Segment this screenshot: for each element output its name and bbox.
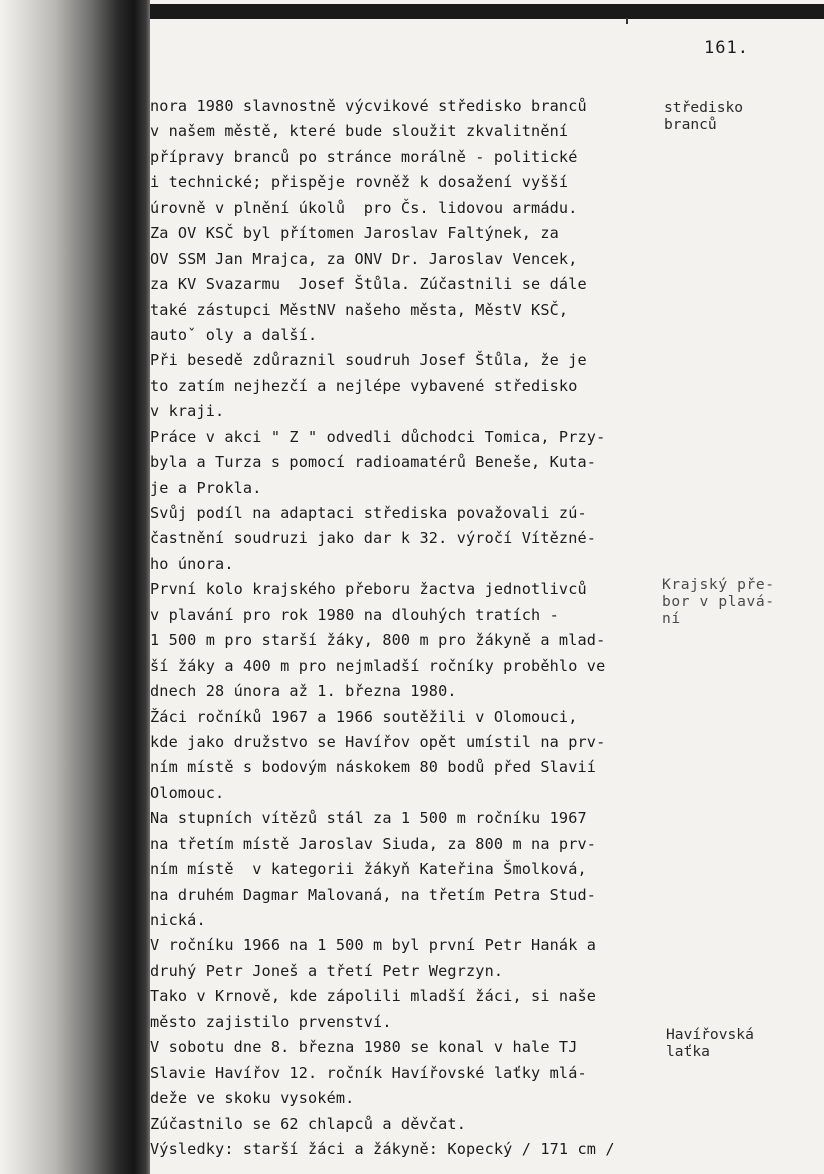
text-line: přípravy branců po stránce morálně - politické [150,147,578,166]
text-line: ší žáky a 400 m pro nejmladší ročníky proběhlo ve [150,656,606,675]
page-number: 161. [704,38,749,58]
text-line: to zatím nejhezčí a nejlépe vybavené středisko [150,376,578,395]
text-line: V ročníku 1966 na 1 500 m byl první Petr Hanák a [150,936,597,955]
text-line: deže ve skoku vysokém. [150,1089,355,1108]
text-line: také zástupci MěstNV našeho města, MěstV KSČ, [150,300,569,319]
text-line: V sobotu dne 8. března 1980 se konal v hale TJ [150,1038,578,1057]
top-edge-tick [626,18,628,24]
text-line: Slavie Havířov 12. ročník Havířovské laťky mlá- [150,1063,587,1082]
top-edge-bar [150,4,824,19]
text-line: častnění soudruzi jako dar k 32. výročí Vítězné- [150,529,597,548]
text-line: v kraji. [150,402,225,421]
binding-shadow [0,0,150,1174]
margin-note-line: středisko [664,99,744,116]
margin-note-line: bor v plavá- [662,593,775,610]
text-line: kde jako družstvo se Havířov opět umístil na prv- [150,732,606,751]
text-line: i technické; přispěje rovněž k dosažení vyšší [150,173,569,192]
text-line: nická. [150,911,206,929]
text-line: autoˇ oly a další. [150,325,318,344]
margin-note-krajsky-prebor [662,576,775,627]
text-line: Za OV KSČ byl přítomen Jaroslav Faltýnek, za [150,224,559,243]
text-line: Výsledky: starší žáci a žákyně: Kopecký / 171 cm / [150,1139,615,1158]
text-line: byla a Turza s pomocí radioamatérů Beneše, Kuta- [150,453,597,472]
text-line: Tako v Krnově, kde zápolili mladší žáci, si naše [150,987,597,1006]
margin-note-stredisko [664,99,743,133]
margin-note-line: Krajský pře- [662,576,775,593]
text-line: ho února. [150,554,234,573]
text-line: na druhém Dagmar Malovaná, na třetím Petra Stud- [150,885,597,904]
text-line: druhý Petr Joneš a třetí Petr Wegrzyn. [150,961,504,980]
text-line: Práce v akci " Z " odvedli důchodci Tomica, Przy- [150,427,606,446]
text-line: dnech 28 února až 1. března 1980. [150,682,457,701]
text-line: v našem městě, které bude sloužit zkvalitnění [150,122,569,141]
text-line: Olomouc. [150,783,225,802]
text-line: je a Prokla. [150,478,262,497]
text-line: ním místě v kategorii žákyň Kateřina Šmolková, [150,860,587,879]
text-line: OV SSM Jan Mrajca, za ONV Dr. Jaroslav Vencek, [150,249,578,268]
text-line: Svůj podíl na adaptaci střediska považovali zú- [150,504,587,522]
margin-note-havirovska-latka [666,1026,754,1060]
text-line: Zúčastnilo se 62 chlapců a děvčat. [150,1114,466,1133]
text-line: nora 1980 slavnostně výcvikové středisko branců [150,97,587,115]
text-line: Žáci ročníků 1967 a 1966 soutěžili v Olomouci, [150,707,578,726]
margin-note-line: branců [664,116,717,133]
text-line: Na stupních vítězů stál za 1 500 m ročníku 1967 [150,809,587,828]
text-line: za KV Svazarmu Josef Štůla. Zúčastnili se dále [150,275,587,294]
text-line: ním místě s bodovým náskokem 80 bodů před Slavií [150,758,597,777]
margin-note-line: laťka [666,1043,710,1060]
margin-note-line: ní [662,610,681,627]
text-line: úrovně v plnění úkolů pro Čs. lidovou armádu. [150,198,578,217]
text-line: Při besedě zdůraznil soudruh Josef Štůla, že je [150,351,587,370]
text-line: První kolo krajského přeboru žactva jednotlivců [150,580,587,599]
text-line: v plavání pro rok 1980 na dlouhých tratích - [150,605,559,624]
text-line: město zajistilo prvenství. [150,1012,392,1031]
text-line: 1 500 m pro starší žáky, 800 m pro žákyně a mlad- [150,631,606,650]
text-line: na třetím místě Jaroslav Siuda, za 800 m na prv- [150,834,597,853]
chronicle-text [150,94,660,1162]
margin-note-line: Havířovská [666,1026,754,1043]
